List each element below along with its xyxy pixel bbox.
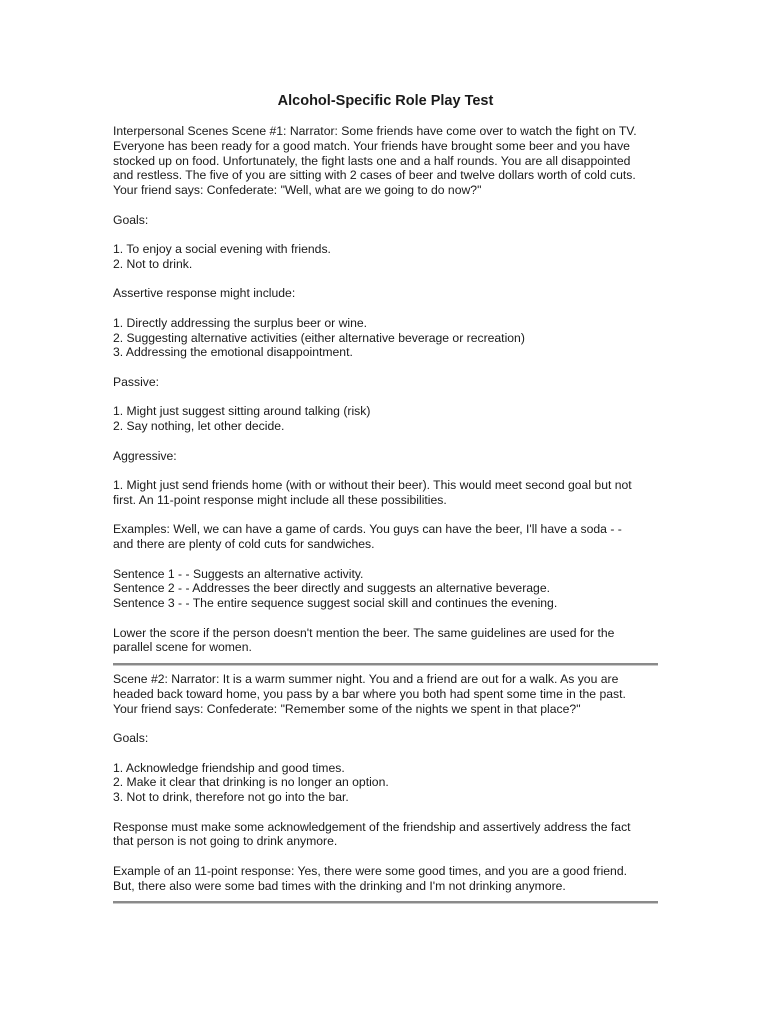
scene2-intro-line: Scene #2: Narrator: It is a warm summer night. You and a friend are out for a walk. As you are [113, 672, 619, 686]
aggressive-item: 1. Might just send friends home (with or without their beer). This would meet second goal but not [113, 478, 632, 492]
assertive-item: 2. Suggesting alternative activities (either alternative beverage or recreation) [113, 330, 525, 345]
sentence-item: Sentence 2 - - Addresses the beer directly and suggests an alternative beverage. [113, 581, 550, 596]
example-line: Example of an 11-point response: Yes, there were some good times, and you are a good friend. [113, 863, 627, 878]
document-page [113, 92, 658, 910]
examples-paragraph [113, 522, 658, 552]
example-paragraph [113, 864, 658, 894]
scene2-intro-line: Your friend says: Confederate: "Remember some of the nights we spent in that place?" [113, 701, 581, 716]
section-divider [113, 901, 658, 904]
aggressive-item: first. An 11-point response might include all these possibilities. [113, 492, 447, 507]
scene1-intro [113, 124, 658, 198]
scene1-goals-heading: Goals: [113, 212, 149, 227]
document-title: Alcohol-Specific Role Play Test [277, 93, 494, 109]
scene1-intro-line: stocked up on food. Unfortunately, the fight lasts one and a half rounds. You are all disappointed [113, 153, 631, 168]
response-paragraph [113, 820, 658, 850]
scene1-intro-line: Your friend says: Confederate: "Well, what are we going to do now?" [113, 183, 482, 197]
assertive-heading: Assertive response might include: [113, 286, 296, 301]
aggressive-heading: Aggressive: [113, 448, 177, 463]
lower-score-paragraph [113, 626, 658, 656]
examples-line: and there are plenty of cold cuts for sandwiches. [113, 537, 375, 551]
scene2-intro-line: headed back toward home, you pass by a bar where you both had spent some time in the past. [113, 686, 626, 701]
lower-score-line: Lower the score if the person doesn't mention the beer. The same guidelines are used for the [113, 625, 615, 640]
assertive-list [113, 316, 658, 360]
goal-item: 2. Make it clear that drinking is no longer an option. [113, 775, 389, 790]
passive-item: 1. Might just suggest sitting around talking (risk) [113, 404, 371, 419]
scene2-intro [113, 672, 658, 716]
scene2-goals-heading: Goals: [113, 731, 149, 745]
examples-line: Examples: Well, we can have a game of cards. You guys can have the beer, I'll have a soda - - [113, 522, 622, 537]
assertive-item: 1. Directly addressing the surplus beer or wine. [113, 315, 368, 330]
scene1-goals-list [113, 242, 658, 272]
sentence-item: Sentence 3 - - The entire sequence suggest social skill and continues the evening. [113, 596, 558, 610]
assertive-item: 3. Addressing the emotional disappointment. [113, 345, 353, 360]
example-line: But, there also were some bad times with the drinking and I'm not drinking anymore. [113, 878, 566, 893]
aggressive-list [113, 478, 658, 508]
lower-score-line: parallel scene for women. [113, 640, 252, 655]
passive-item: 2. Say nothing, let other decide. [113, 419, 285, 433]
scene2-goals-list [113, 761, 658, 805]
goal-item: 2. Not to drink. [113, 256, 193, 271]
passive-list [113, 404, 658, 434]
sentences-list [113, 567, 658, 611]
scene1-intro-line: Interpersonal Scenes Scene #1: Narrator: Some friends have come over to watch the fight on TV. [113, 124, 637, 138]
response-line: Response must make some acknowledgement of the friendship and assertively address the fact [113, 819, 631, 834]
section-divider [113, 663, 658, 666]
goal-item: 1. To enjoy a social evening with friends. [113, 242, 331, 256]
scene1-intro-line: Everyone has been ready for a good match. Your friends have brought some beer and you have [113, 138, 630, 153]
scene1-intro-line: and restless. The five of you are sitting with 2 cases of beer and twelve dollars worth of cold cuts. [113, 168, 636, 183]
goal-item: 3. Not to drink, therefore not go into the bar. [113, 790, 349, 804]
passive-heading: Passive: [113, 374, 160, 389]
sentence-item: Sentence 1 - - Suggests an alternative activity. [113, 566, 364, 581]
response-line: that person is not going to drink anymore. [113, 834, 338, 849]
goal-item: 1. Acknowledge friendship and good times. [113, 760, 345, 775]
